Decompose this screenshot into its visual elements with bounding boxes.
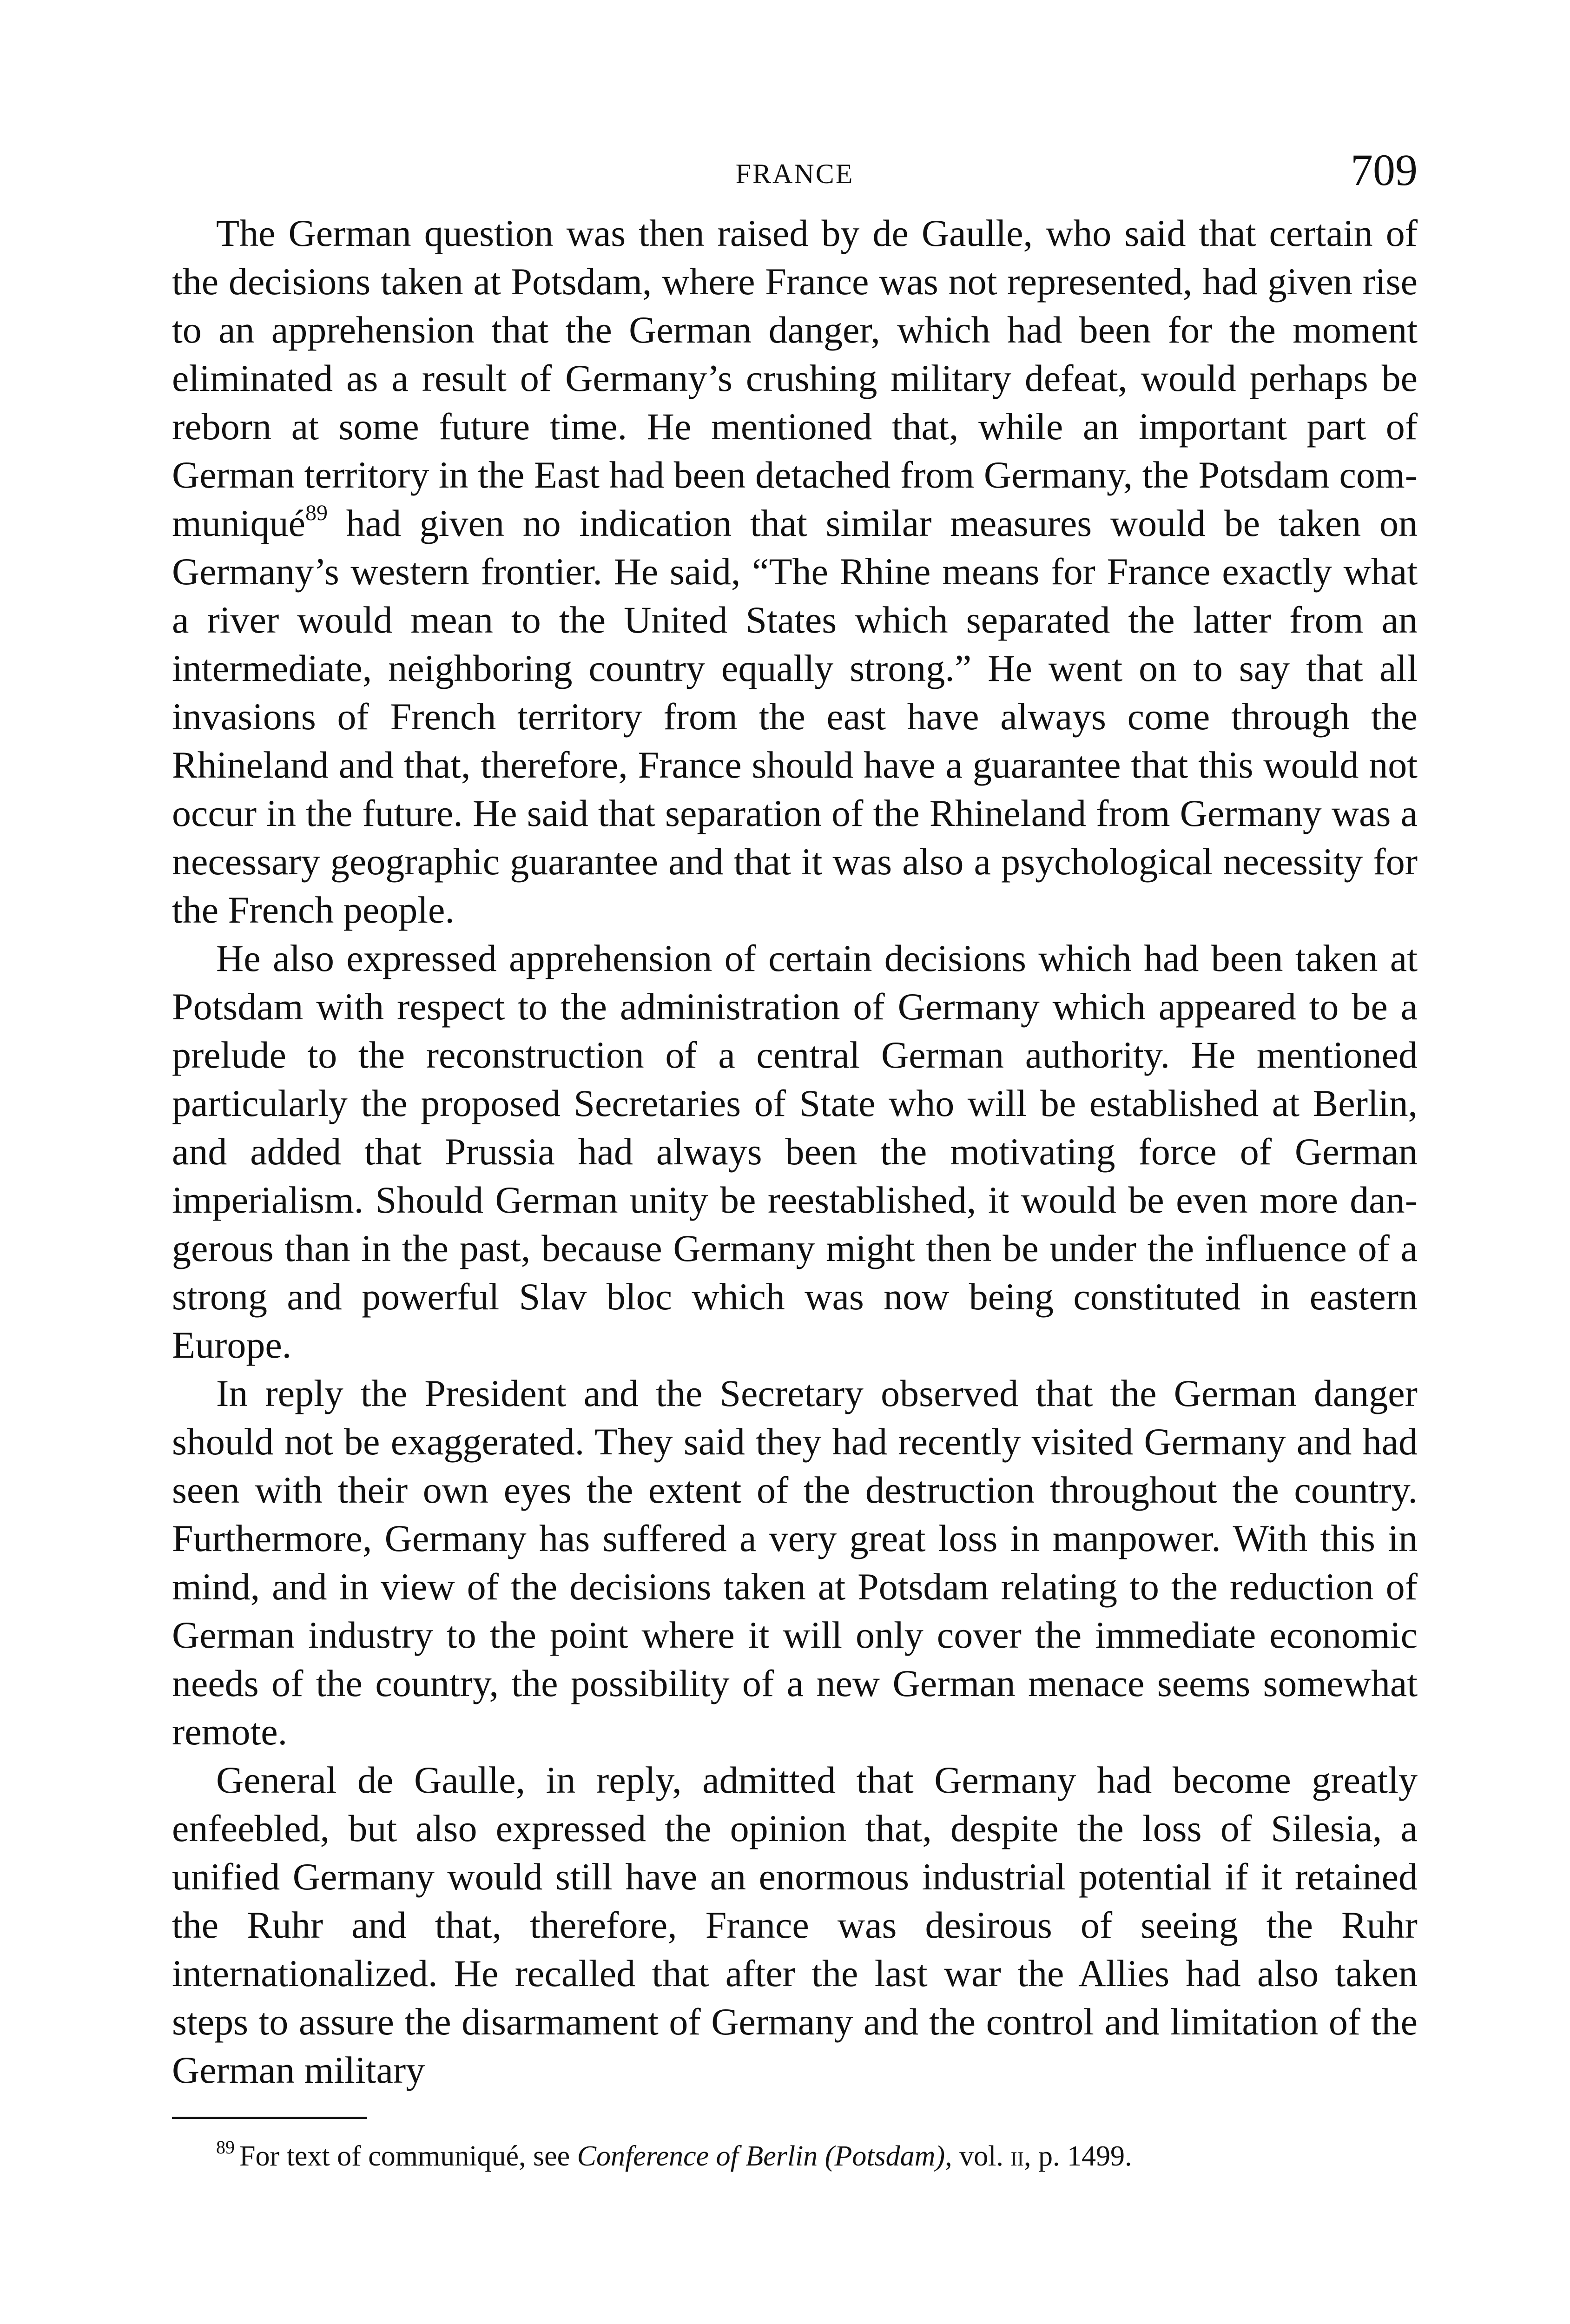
document-page xyxy=(172,139,1418,2175)
footnote-tail: , p. 1499. xyxy=(1023,2140,1132,2172)
paragraph-2: He also expressed apprehension of certain decisions which had been taken at Potsdam with respect to the administration of Germany which appeared to be a prelude to the reconstruction of a central German authority. He mentioned particularly the proposed Secretaries of State who will be established at Berlin, and added that Prussia had always been the motivating force of German imperialism. Should German unity be reestablished, it would be even more dangerous than in the past, because Germany might then be under the influence of a strong and powerful Slav bloc which was now being constituted in eastern Europe. xyxy=(172,937,1418,1366)
footnote xyxy=(172,2138,1418,2175)
footnote-middle: , vol. xyxy=(945,2140,1011,2172)
paragraph-3: In reply the President and the Secretary observed that the German danger should not be exaggerated. They said they had recently visited Germany and had seen with their own eyes the extent of the destruction throughout the country. Furthermore, Germany has suffered a very great loss in manpower. With this in mind, and in view of the decisions taken at Potsdam relating to the reduction of German industry to the point where it will only cover the immediate economic needs of the country, the possibility of a new German menace seems somewhat remote. xyxy=(172,1372,1418,1753)
footnote-rule xyxy=(172,2117,367,2119)
body-text xyxy=(172,209,1418,2094)
footnote-source-title: Conference of Berlin (Potsdam) xyxy=(577,2140,945,2172)
paragraph-4: General de Gaulle, in reply, admitted that Germany had become greatly enfeebled, but also expressed the opinion that, despite the loss of Silesia, a unified Germany would still have an enormous industrial potential if it retained the Ruhr and that, therefore, France was desirous of seeing the Ruhr internationalized. He recalled that after the last war the Allies had also taken steps to assure the disarmament of Germany and the control and limitation of the German military xyxy=(172,1759,1418,2091)
footnote-reference: 89 xyxy=(305,501,328,525)
footnote-lead: For text of communiqué, see xyxy=(239,2140,577,2172)
paragraph-1-text-a: The German question was then raised by de Gaulle, who said that certain of the decisions taken at Potsdam, where France was not represented, had given rise to an apprehension that the German danger, which had been for the moment eliminated as a result of Germany’s crushing military defeat, would perhaps be reborn at some future time. He mentioned that, while an important part of German territory in the East had been detached from Germany, the Potsdam communiqué xyxy=(172,212,1418,544)
paragraph-1 xyxy=(172,209,1418,934)
footnote-volume: ii xyxy=(1010,2140,1024,2172)
page-header xyxy=(172,139,1418,209)
running-title: FRANCE xyxy=(735,158,854,189)
footnote-marker: 89 xyxy=(216,2137,235,2158)
page-number: 709 xyxy=(1351,145,1418,195)
paragraph-1-text-b: had given no indication that similar measures would be taken on Germany’s western frontier. He said, “The Rhine means for France exactly what a river would mean to the United States which separated the latter from an intermediate, neighboring country equally strong.” He went on to say that all invasions of French territory from the east have always come through the Rhineland and that, therefore, France should have a guarantee that this would not occur in the future. He said that separation of the Rhineland from Germany was a necessary geographic guarantee and that it was also a psychological necessity for the French people. xyxy=(172,502,1418,931)
